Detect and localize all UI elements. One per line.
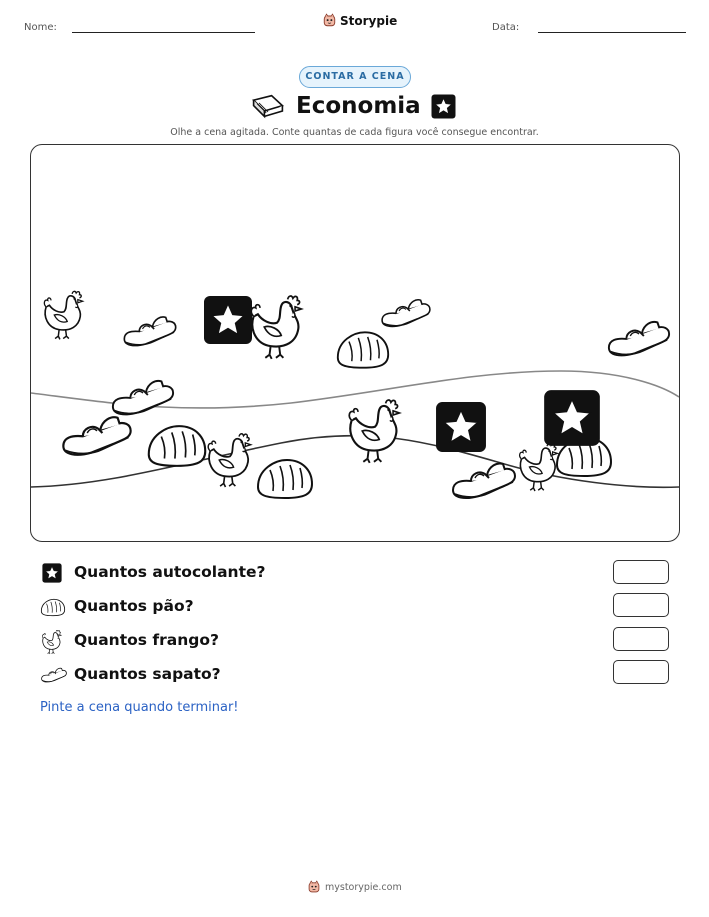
answer-box[interactable] bbox=[613, 627, 669, 651]
footer-site: mystorypie.com bbox=[325, 881, 402, 893]
chicken-icon bbox=[44, 291, 82, 339]
bread-icon bbox=[40, 598, 66, 617]
sandal-icon bbox=[113, 381, 173, 415]
sticker-icon bbox=[431, 94, 456, 119]
sandal-icon bbox=[609, 322, 669, 356]
brand-logo bbox=[322, 13, 397, 28]
scene-frame bbox=[30, 144, 680, 542]
question-row bbox=[40, 561, 670, 595]
sticker-icon bbox=[436, 402, 486, 452]
question-list bbox=[40, 561, 670, 697]
date-line[interactable] bbox=[538, 32, 686, 33]
instructions: Olhe a cena agitada. Conte quantas de cada figura você consegue encontrar. bbox=[170, 127, 539, 138]
answer-box[interactable] bbox=[613, 560, 669, 584]
book-icon bbox=[250, 93, 286, 120]
bread-icon bbox=[338, 332, 388, 367]
answer-box[interactable] bbox=[613, 593, 669, 617]
chicken-icon bbox=[40, 629, 64, 655]
question-text: Quantos pão? bbox=[74, 597, 194, 615]
question-row bbox=[40, 595, 670, 629]
bread-icon bbox=[258, 460, 312, 498]
color-instruction: Pinte a cena quando terminar! bbox=[40, 700, 239, 715]
footer-brand bbox=[307, 880, 402, 894]
chicken-icon bbox=[349, 400, 399, 463]
page-title: Economia bbox=[296, 93, 421, 119]
name-label: Nome: bbox=[24, 22, 57, 33]
sticker-icon bbox=[42, 563, 62, 583]
scene-canvas bbox=[31, 145, 679, 541]
question-text: Quantos autocolante? bbox=[74, 563, 266, 581]
question-text: Quantos frango? bbox=[74, 631, 220, 649]
sticker-icon bbox=[204, 296, 252, 344]
mascot-icon bbox=[322, 13, 337, 28]
sandal-icon bbox=[382, 300, 430, 327]
sticker-icon bbox=[544, 390, 600, 446]
sandal-icon bbox=[453, 463, 515, 498]
activity-badge: CONTAR A CENA bbox=[299, 66, 411, 88]
sandal-icon bbox=[40, 664, 68, 684]
chicken-icon bbox=[251, 296, 301, 359]
brand-name: Storypie bbox=[340, 13, 398, 28]
date-label: Data: bbox=[492, 22, 520, 33]
answer-box[interactable] bbox=[613, 660, 669, 684]
question-row bbox=[40, 629, 670, 663]
sandal-icon bbox=[63, 417, 130, 454]
question-text: Quantos sapato? bbox=[74, 665, 221, 683]
name-line[interactable] bbox=[72, 32, 255, 33]
mascot-icon bbox=[307, 880, 321, 894]
chicken-icon bbox=[208, 434, 250, 487]
sandal-icon bbox=[124, 317, 175, 346]
chicken-icon bbox=[520, 444, 558, 491]
question-row bbox=[40, 663, 670, 697]
bread-icon bbox=[149, 426, 205, 466]
